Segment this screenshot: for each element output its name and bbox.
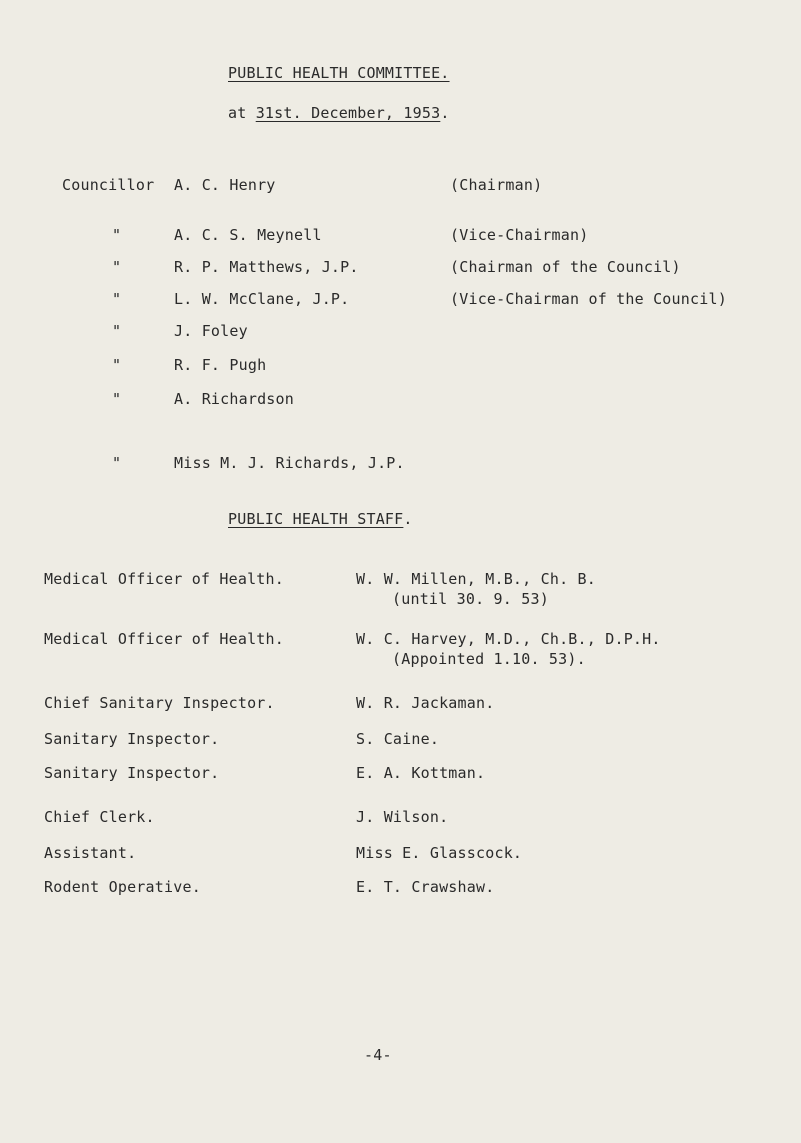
ditto-mark: " xyxy=(112,356,122,374)
staff-position: Sanitary Inspector. xyxy=(44,764,220,782)
date-line xyxy=(228,104,450,122)
staff-name: W. W. Millen, M.B., Ch. B. xyxy=(356,570,596,588)
staff-name: J. Wilson. xyxy=(356,808,449,826)
staff-name: W. C. Harvey, M.D., Ch.B., D.P.H. xyxy=(356,630,661,648)
staff-position: Chief Sanitary Inspector. xyxy=(44,694,275,712)
staff-name: E. T. Crawshaw. xyxy=(356,878,495,896)
committee-name: R. P. Matthews, J.P. xyxy=(174,258,359,276)
ditto-mark: " xyxy=(112,454,122,472)
committee-title: PUBLIC HEALTH COMMITTEE. xyxy=(228,64,450,82)
committee-name: L. W. McClane, J.P. xyxy=(174,290,350,308)
staff-name: Miss E. Glasscock. xyxy=(356,844,523,862)
ditto-mark: " xyxy=(112,322,122,340)
committee-name: R. F. Pugh xyxy=(174,356,267,374)
date-prefix: at xyxy=(228,104,256,122)
committee-name: Miss M. J. Richards, J.P. xyxy=(174,454,405,472)
committee-role: (Chairman) xyxy=(450,176,543,194)
staff-name: E. A. Kottman. xyxy=(356,764,486,782)
committee-name: A. C. S. Meynell xyxy=(174,226,322,244)
staff-position: Assistant. xyxy=(44,844,137,862)
staff-position: Medical Officer of Health. xyxy=(44,630,284,648)
committee-name: A. Richardson xyxy=(174,390,294,408)
date-underlined: 31st. December, 1953 xyxy=(255,104,441,122)
committee-prefix: Councillor xyxy=(62,176,155,194)
committee-name: A. C. Henry xyxy=(174,176,276,194)
staff-position: Rodent Operative. xyxy=(44,878,201,896)
page-number: -4- xyxy=(364,1046,392,1064)
staff-heading-suffix: . xyxy=(403,510,413,528)
staff-position: Chief Clerk. xyxy=(44,808,155,826)
staff-name: W. R. Jackaman. xyxy=(356,694,495,712)
staff-position: Medical Officer of Health. xyxy=(44,570,284,588)
staff-name: S. Caine. xyxy=(356,730,440,748)
ditto-mark: " xyxy=(112,226,122,244)
staff-note: (Appointed 1.10. 53). xyxy=(392,650,586,668)
staff-heading-title: PUBLIC HEALTH STAFF xyxy=(228,510,404,528)
date-suffix: . xyxy=(440,104,450,122)
staff-heading xyxy=(228,510,413,528)
committee-role: (Vice-Chairman of the Council) xyxy=(450,290,727,308)
staff-position: Sanitary Inspector. xyxy=(44,730,220,748)
committee-role: (Chairman of the Council) xyxy=(450,258,681,276)
committee-name: J. Foley xyxy=(174,322,248,340)
ditto-mark: " xyxy=(112,258,122,276)
ditto-mark: " xyxy=(112,390,122,408)
ditto-mark: " xyxy=(112,290,122,308)
staff-note: (until 30. 9. 53) xyxy=(392,590,549,608)
committee-role: (Vice-Chairman) xyxy=(450,226,589,244)
